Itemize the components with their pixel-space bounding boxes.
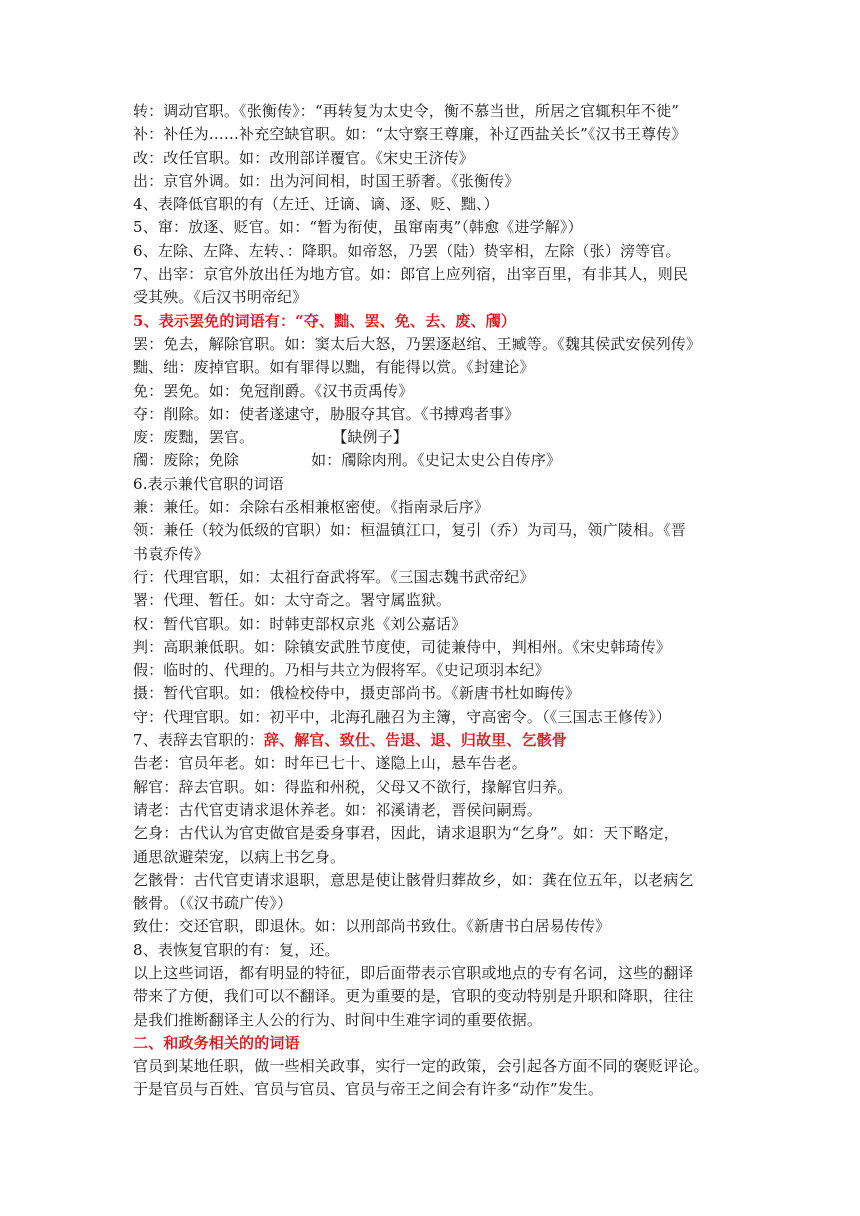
text-line: 署：代理、暂任。如：太守奇之。署守属监狱。 bbox=[133, 591, 452, 610]
text-line: 受其殃。《后汉书明帝纪》 bbox=[133, 288, 308, 307]
text-line: 权：暂代官职。如：时韩吏部权京兆《刘公嘉话》 bbox=[133, 614, 467, 633]
text-line: 摄：暂代官职。如：俄检校侍中，摄吏部尚书。《新唐书杜如晦传》 bbox=[133, 684, 581, 703]
text-line: 改：改任官职。如：改刑部详覆官。《宋史王济传》 bbox=[133, 148, 474, 167]
text-line: 转：调动官职。《张衡传》：“再转复为太史令，衡不慕当世，所居之官辄积年不徙” bbox=[133, 102, 680, 120]
text-line: 兼：兼任。如：余除右丞相兼枢密使。《指南录后序》 bbox=[133, 498, 490, 517]
text-line: 书袁乔传》 bbox=[133, 544, 209, 563]
text-line: 于是官员与百姓、官员与官员、官员与帝王之间会有许多“动作”发生。 bbox=[133, 1080, 604, 1099]
section-item: 5、窜：放逐、贬官。如：“暂为衔使，虽窜南夷”（韩愈《进学解》） bbox=[133, 218, 583, 237]
highlight-terms: 辞、解官、致仕、告退、退、归故里、乞骸骨 bbox=[263, 731, 567, 750]
section-heading bbox=[133, 729, 754, 752]
section-item: 7、出宰：京官外放出任为地方官。如：郎官上应列宿，出宰百里，有非其人，则民 bbox=[133, 265, 689, 284]
text-line: 假：临时的、代理的。乃相与共立为假将军。《史记项羽本纪》 bbox=[133, 661, 550, 680]
text-line: 乞骸骨：古代官吏请求退职，意思是使让骸骨归葬故乡，如：龚在位五年，以老病乞 bbox=[133, 870, 694, 889]
text-line: 带来了方便，我们可以不翻译。更为重要的是，官职的变动特别是升职和降职，往往 bbox=[133, 987, 694, 1006]
missing-example-note: 【缺例子】 bbox=[332, 428, 408, 447]
text-line: 通思欲避荣宠，以病上书乞身。 bbox=[133, 847, 346, 866]
text-line: 黜、绌：废掉官职。如有罪得以黜，有能得以赏。《封建论》 bbox=[133, 358, 535, 377]
text-line bbox=[133, 426, 754, 449]
text-line: 补：补任为……补充空缺官职。如：“太守察王尊廉，补辽西盐关长”《汉书王尊传》 bbox=[133, 125, 687, 144]
text-line: 行：代理官职，如：太祖行奋武将军。《三国志魏书武帝纪》 bbox=[133, 567, 535, 586]
text-segment: 斶：废除；免除 bbox=[133, 451, 240, 470]
section-heading: 6.表示兼代官职的词语 bbox=[133, 474, 284, 493]
text-line: 免：罢免。如：免冠削爵。《汉书贡禹传》 bbox=[133, 381, 414, 400]
section-item: 8、表恢复官职的有：复，还。 bbox=[133, 940, 340, 959]
text-line: 守：代理官职。如：初平中，北海孔融召为主簿，守高密令。（《三国志王修传》） bbox=[133, 707, 672, 726]
text-segment: 7、表辞去官职的： bbox=[133, 731, 264, 750]
section-item: 6、左除、左降、左转、：降职。如帝怒，乃罢（陆）贽宰相，左除（张）滂等官。 bbox=[133, 241, 681, 260]
text-line: 告老：官员年老。如：时年已七十、遂隐上山，悬车告老。 bbox=[133, 754, 527, 773]
section-heading-dismissal: 5、表示罢免的词语有：“夺、黜、罢、免、去、废、斶） bbox=[133, 311, 516, 330]
section-heading-governance: 二、和政务相关的的词语 bbox=[133, 1033, 300, 1052]
text-line: 请老：古代官吏请求退休养老。如：祁溪请老，晋侯问嗣焉。 bbox=[133, 800, 543, 819]
text-line: 是我们推断翻译主人公的行为、时间中生难字词的重要依据。 bbox=[133, 1010, 543, 1029]
text-segment: 废：废黜，罢官。 bbox=[133, 428, 255, 447]
text-line: 判：高职兼低职。如：除镇安武胜节度使，司徒兼侍中，判相州。《宋史韩琦传》 bbox=[133, 637, 671, 656]
text-line: 官员到某地任职，做一些相关政事，实行一定的政策，会引起各方面不同的褒贬评论。 bbox=[133, 1057, 709, 1076]
text-line: 解官：辞去官职。如：得监和州税，父母又不欲行，掾解官归养。 bbox=[133, 777, 573, 796]
text-segment: 如：斶除肉刑。《史记太史公自传序》 bbox=[311, 451, 562, 470]
text-line: 领：兼任（较为低级的官职）如：桓温镇江口，复引（乔）为司马，领广陵相。《晋 bbox=[133, 521, 687, 540]
text-line: 夺：削除。如：使者遂逮守，胁服夺其官。《书搏鸡者事》 bbox=[133, 404, 520, 423]
text-line: 罢：免去，解除官职。如：窦太后大怒，乃罢逐赵绾、王臧等。《魏其侯武安侯列传》 bbox=[133, 334, 702, 353]
text-line: 以上这些词语，都有明显的特征，即后面带表示官职或地点的专有名词，这些的翻译 bbox=[133, 963, 694, 982]
text-line: 致仕：交还官职，即退休。如：以刑部尚书致仕。《新唐书白居易传传》 bbox=[133, 917, 611, 936]
text-line: 乞身：古代认为官吏做官是委身事君，因此，请求退职为“乞身”。如：天下略定， bbox=[133, 824, 679, 843]
section-item: 4、表降低官职的有（左迁、迁谪、谪、逐、贬、黜、） bbox=[133, 195, 499, 214]
text-line: 出：京官外调。如：出为河间相，时国王骄奢。《张衡传》 bbox=[133, 171, 520, 190]
text-line: 骸骨。（《汉书疏广传》） bbox=[133, 894, 293, 913]
text-line bbox=[133, 449, 754, 472]
